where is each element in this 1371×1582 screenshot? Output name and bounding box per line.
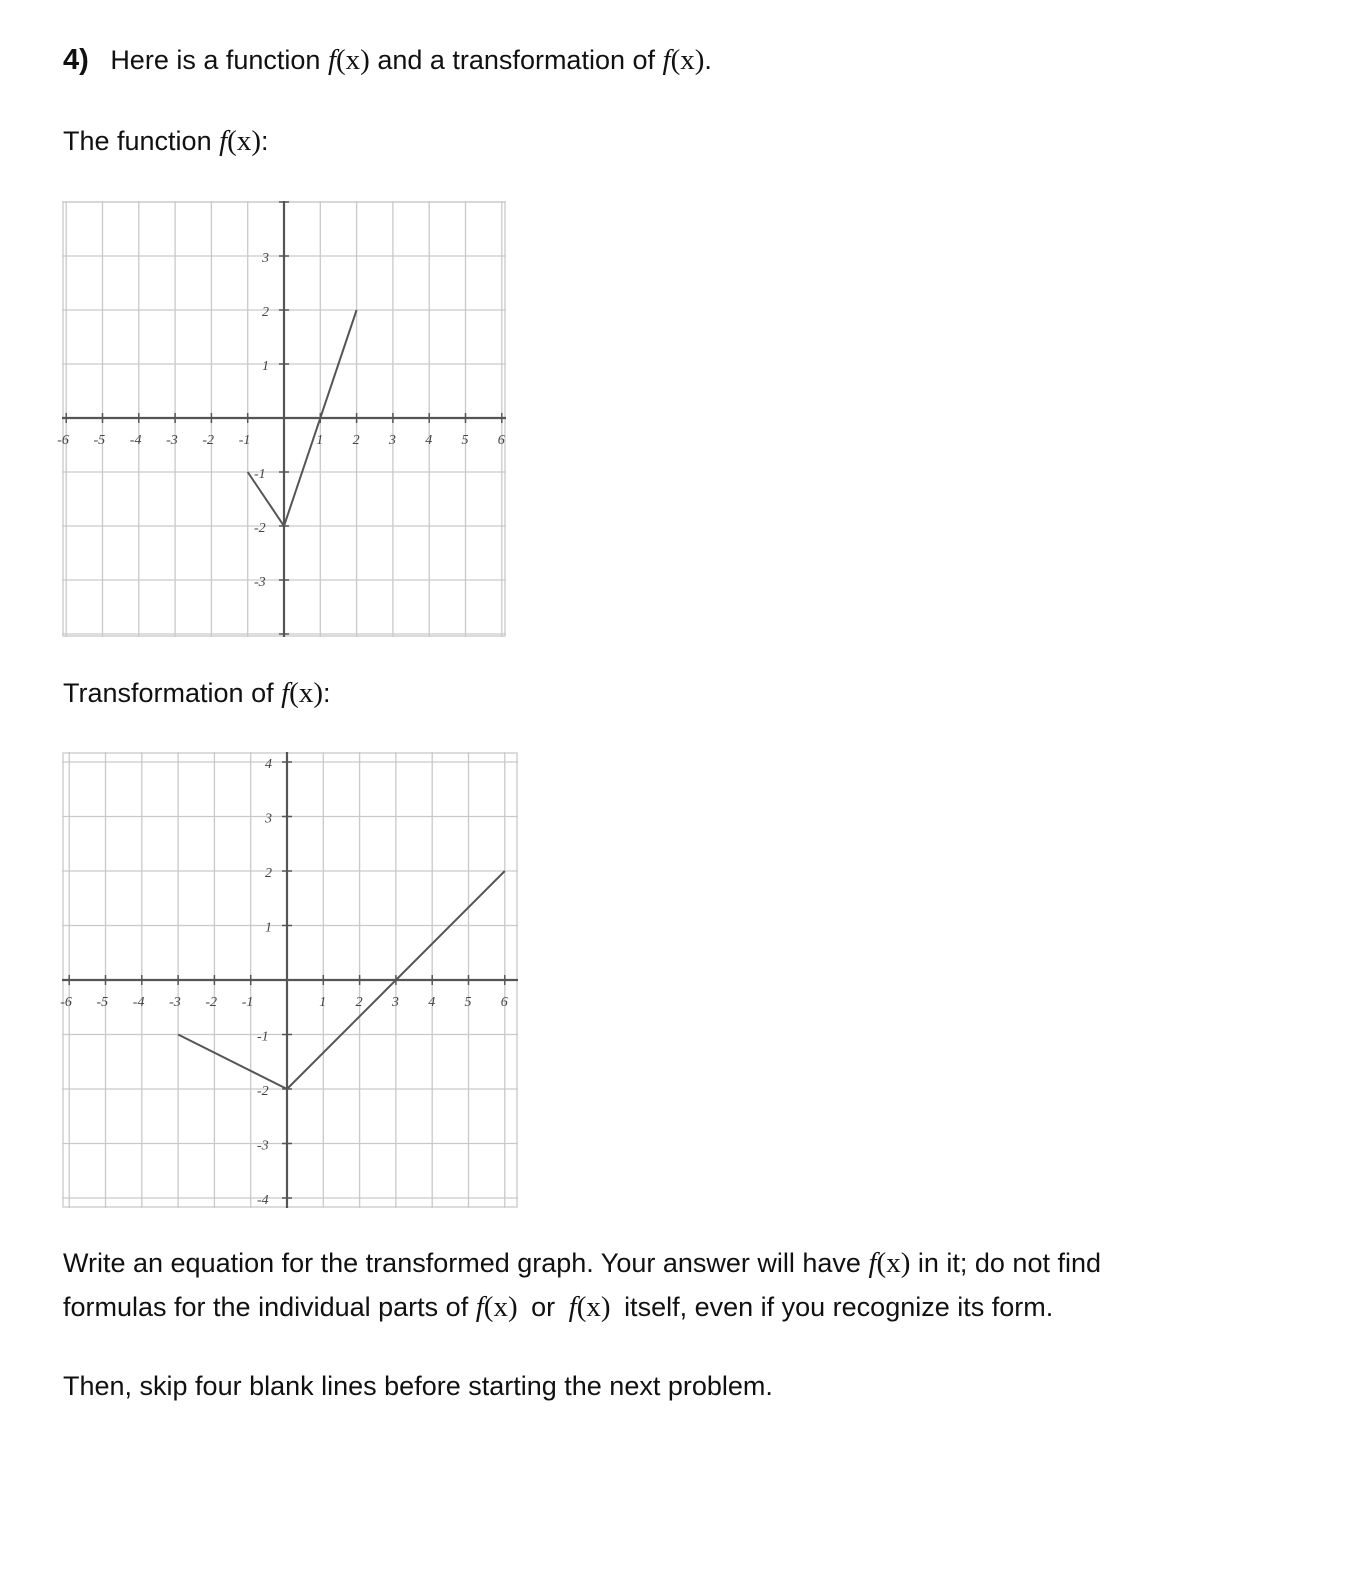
x-tick-label: 4 (425, 433, 433, 448)
original-label-text: The function (63, 126, 212, 156)
x-tick-label: -2 (202, 433, 215, 448)
instructions-line-2 (63, 1291, 1053, 1324)
instructions-text: formulas for the individual parts of (63, 1292, 469, 1322)
problem-number: 4) (63, 44, 89, 76)
transformed-graph (62, 752, 518, 1208)
instructions-text: Write an equation for the transformed graph. Your answer will have (63, 1248, 861, 1278)
fx-arg: (x) (483, 1291, 518, 1323)
x-tick-label: 3 (391, 995, 399, 1010)
intro-text: Here is a function (110, 45, 321, 75)
fx-symbol: f (568, 1291, 577, 1323)
fx-symbol: f (662, 44, 671, 76)
instructions-text: itself, even if you recognize its form. (624, 1292, 1054, 1322)
fx-arg: (x) (227, 125, 261, 157)
instructions-text: Then, skip four blank lines before starting the next problem. (63, 1371, 773, 1401)
x-tick-label: -5 (96, 995, 109, 1010)
colon: : (261, 126, 269, 156)
original-graph-svg (57, 201, 506, 637)
x-tick-label: 1 (319, 995, 327, 1010)
fx-symbol: f (327, 44, 336, 76)
x-tick-label: 4 (428, 995, 436, 1010)
x-tick-label: 2 (355, 995, 363, 1010)
x-tick-label: -6 (57, 433, 69, 448)
fx-symbol: f (475, 1291, 484, 1323)
x-tick-label: -3 (169, 995, 181, 1010)
problem-statement (63, 44, 712, 77)
y-tick-label: 2 (262, 305, 269, 320)
fx-arg: (x) (670, 44, 705, 76)
y-tick-label: -3 (254, 575, 266, 590)
y-tick-label: -4 (257, 1193, 269, 1208)
x-tick-label: -1 (238, 433, 251, 448)
y-tick-label: -2 (254, 521, 266, 536)
y-tick-label: -1 (257, 1029, 269, 1045)
x-tick-label: -6 (60, 995, 72, 1010)
y-tick-label: 1 (262, 359, 269, 374)
y-tick-label: -2 (257, 1084, 269, 1099)
x-tick-label: 6 (500, 995, 508, 1010)
x-tick-label: 5 (464, 995, 472, 1010)
x-tick-label: 6 (497, 433, 505, 448)
instructions-line-1 (63, 1247, 1101, 1280)
original-graph (57, 201, 506, 637)
x-tick-label: -2 (205, 995, 218, 1010)
fx-arg: (x) (289, 677, 323, 709)
intro-and: and a transformation of (377, 45, 656, 75)
y-tick-label: 4 (265, 757, 272, 772)
fx-symbol: f (219, 125, 228, 157)
y-tick-label: 2 (265, 866, 272, 881)
x-tick-label: -4 (132, 995, 145, 1010)
x-tick-label: 5 (461, 433, 469, 448)
y-tick-label: 3 (265, 811, 272, 827)
fx-arg: (x) (876, 1247, 911, 1279)
fx-arg: (x) (576, 1291, 611, 1323)
transformed-label-text: Transformation of (63, 678, 274, 708)
instructions-line-3 (63, 1371, 773, 1402)
transformed-label (63, 677, 331, 710)
intro-end: . (704, 45, 712, 75)
x-tick-label: 2 (352, 433, 360, 448)
x-tick-label: 3 (388, 433, 396, 448)
y-tick-label: 3 (262, 251, 269, 266)
y-tick-label: -1 (254, 467, 266, 482)
x-tick-label: -4 (129, 433, 142, 448)
transformed-graph-svg (62, 752, 518, 1208)
x-tick-label: -5 (93, 433, 106, 448)
x-tick-label: -1 (241, 995, 254, 1010)
fx-symbol: f (868, 1247, 877, 1279)
instructions-text: in it; do not find (917, 1248, 1101, 1278)
instructions-text: or (531, 1292, 556, 1322)
colon: : (323, 678, 331, 708)
original-label (63, 125, 269, 158)
y-tick-label: 1 (265, 920, 272, 936)
fx-symbol: f (281, 677, 290, 709)
x-tick-label: -3 (166, 433, 178, 448)
fx-arg: (x) (336, 44, 370, 76)
y-tick-label: -3 (257, 1138, 269, 1154)
x-tick-label: 1 (316, 433, 324, 448)
